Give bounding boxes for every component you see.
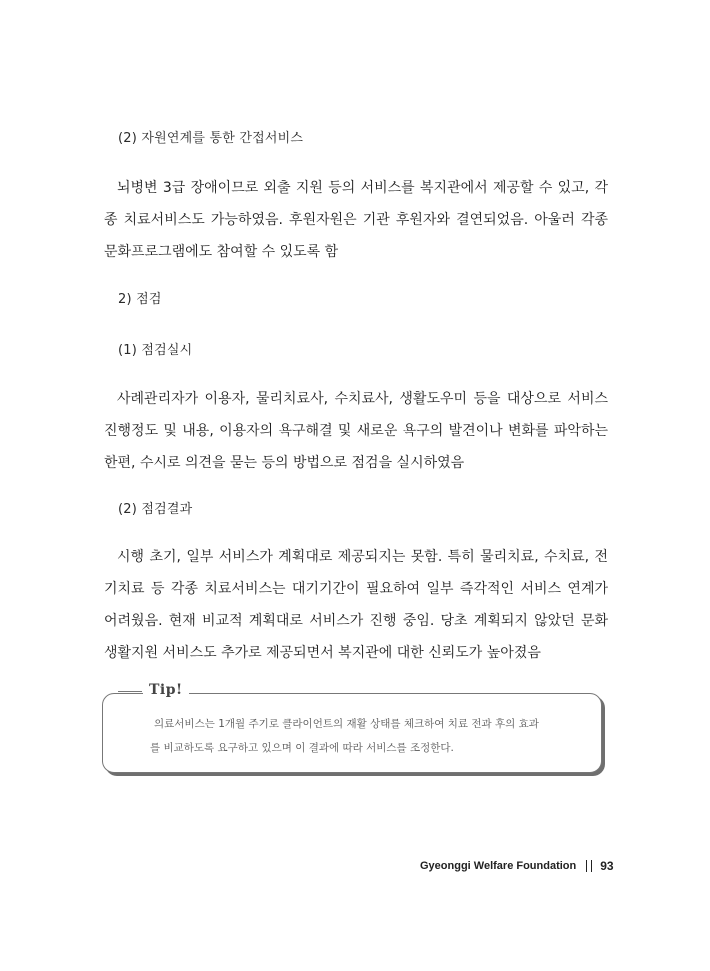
tip-title: Tip!: [143, 682, 189, 698]
paragraph-line: 기치료 등 각종 치료서비스는 대기기간이 필요하여 일부 즉각적인 서비스 연계가: [104, 581, 608, 597]
paragraph-line: 사례관리자가 이용자, 물리치료사, 수치료사, 생활도우미 등을 대상으로 서비스: [117, 391, 608, 407]
section-heading-inspection-implementation: (1) 점검실시: [118, 343, 193, 358]
footer-separator: [586, 860, 592, 872]
paragraph-line: 어려웠음. 현재 비교적 계획대로 서비스가 진행 중임. 당초 계획되지 않았던 문화: [104, 613, 608, 629]
paragraph-line: 생활지원 서비스도 추가로 제공되면서 복지관에 대한 신뢰도가 높아졌음: [104, 645, 541, 661]
section-heading-inspection: 2) 점검: [118, 292, 162, 307]
paragraph-line: 시행 초기, 일부 서비스가 계획대로 제공되지는 못함. 특히 물리치료, 수치료, 전: [117, 549, 608, 565]
tip-text-line: 의료서비스는 1개월 주기로 클라이언트의 재활 상태를 체크하여 치료 전과 후의 효과: [154, 718, 539, 730]
paragraph-line: 문화프로그램에도 참여할 수 있도록 함: [104, 244, 339, 260]
paragraph-inspection-implementation: [104, 383, 608, 479]
tip-border-segment: [118, 691, 142, 692]
page-footer: [420, 859, 614, 873]
paragraph-line: 한편, 수시로 의견을 묻는 등의 방법으로 점검을 실시하였음: [104, 455, 465, 471]
page-number: 93: [600, 859, 614, 873]
section-heading-resource-linkage: (2) 자원연계를 통한 간접서비스: [118, 131, 304, 146]
tip-text-line: 를 비교하도록 요구하고 있으며 이 결과에 따라 서비스를 조정한다.: [150, 742, 454, 754]
paragraph-resource-linkage: [104, 172, 608, 268]
footer-organization: Gyeonggi Welfare Foundation: [420, 860, 577, 872]
paragraph-line: 진행정도 및 내용, 이용자의 욕구해결 및 새로운 욕구의 발견이나 변화를 파악하는: [104, 423, 608, 439]
section-heading-inspection-results: (2) 점검결과: [118, 502, 193, 517]
paragraph-line: 종 치료서비스도 가능하였음. 후원자원은 기관 후원자와 결연되었음. 아울러 각종: [104, 212, 608, 228]
paragraph-inspection-results: [104, 541, 608, 669]
tip-box: [102, 693, 602, 773]
paragraph-line: 뇌병변 3급 장애이므로 외출 지원 등의 서비스를 복지관에서 제공할 수 있고, 각: [117, 180, 608, 196]
